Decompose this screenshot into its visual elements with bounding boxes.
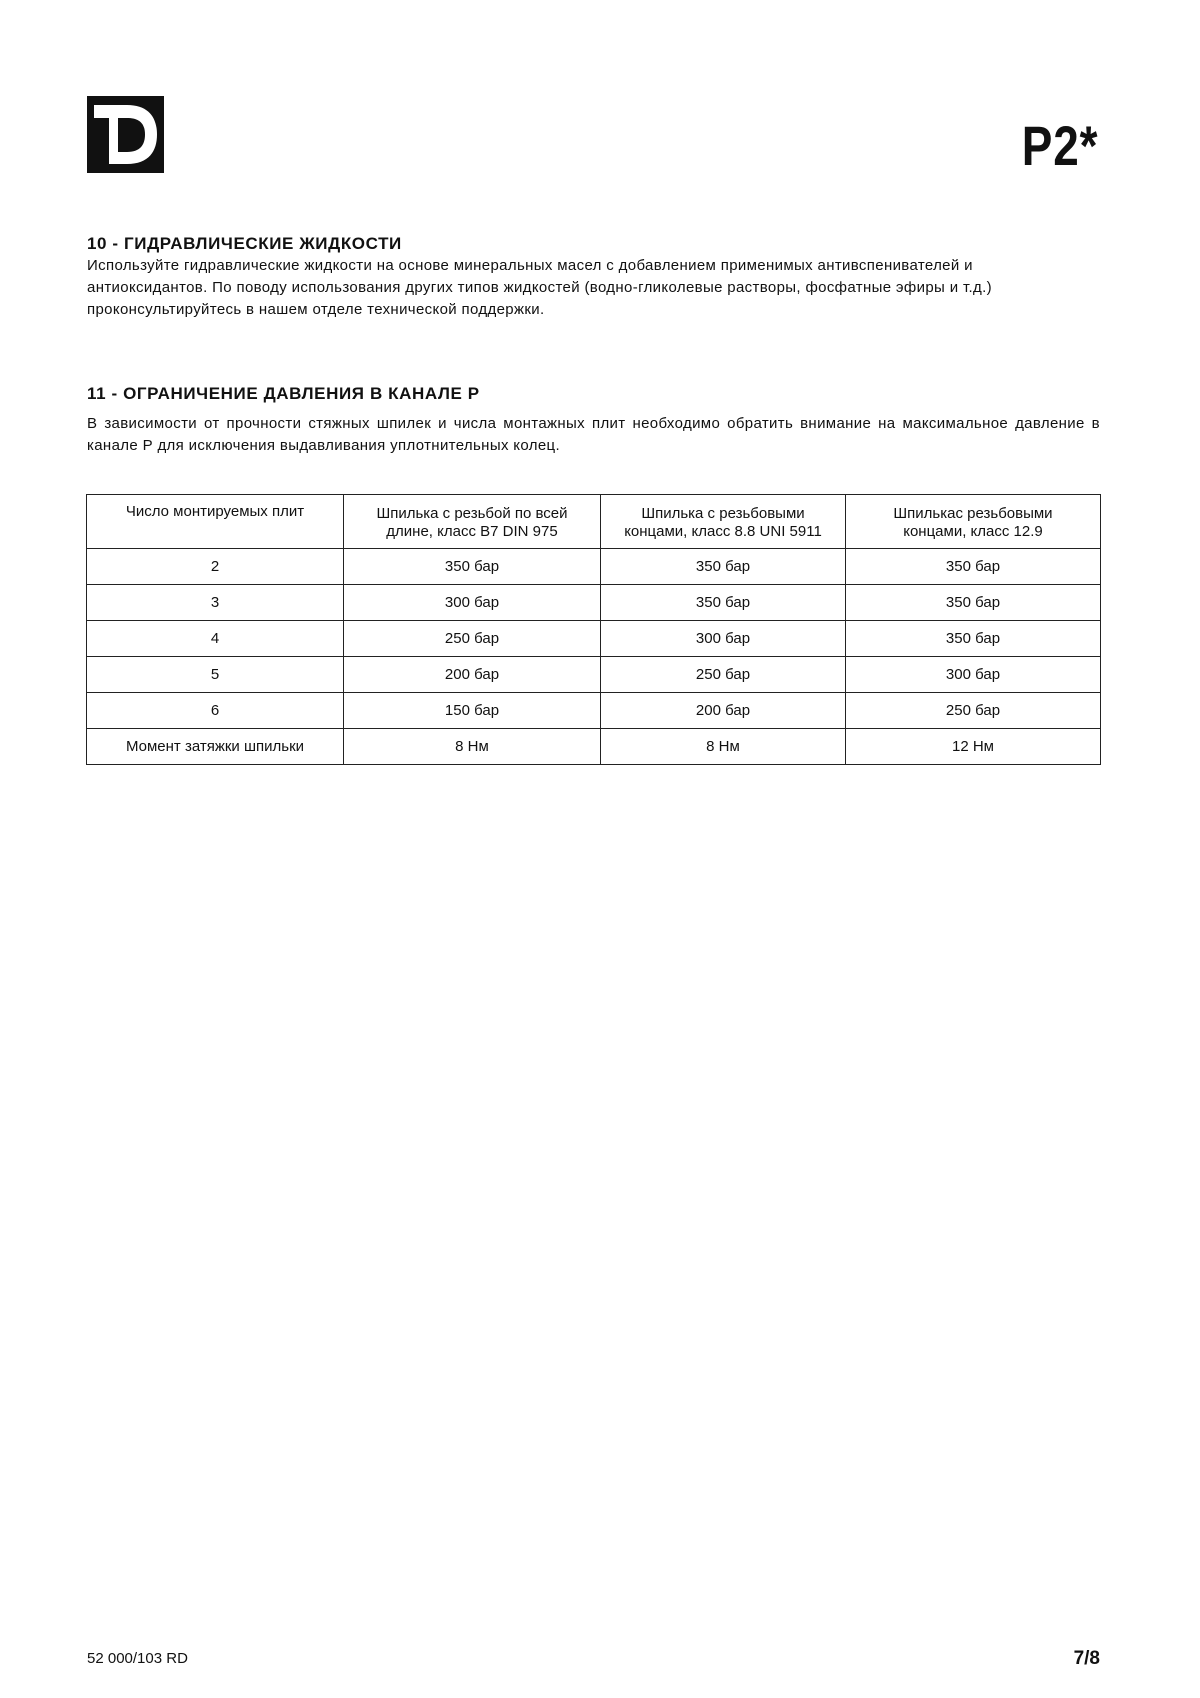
table-cell: 350 бар [344,549,601,585]
paragraph-line: проконсультируйтесь в нашем отделе технической поддержки. [87,301,545,318]
table-cell: 250 бар [344,621,601,657]
table-cell: 12 Нм [846,729,1101,765]
table-cell: 350 бар [846,585,1101,621]
table-row [87,621,1101,657]
table-cell: Момент затяжки шпильки [87,729,344,765]
column-header: Шпилька с резьбой по всей длине, класс B7 DIN 975 [344,495,601,549]
model-code: P2* [1021,114,1098,177]
table-row [87,693,1101,729]
table-cell: 200 бар [601,693,846,729]
pressure-limit-table [86,494,1101,765]
table-cell: 350 бар [846,549,1101,585]
table-cell: 150 бар [344,693,601,729]
section-heading: 11 - ОГРАНИЧЕНИЕ ДАВЛЕНИЯ В КАНАЛЕ Р [87,384,480,403]
table-cell: 350 бар [846,621,1101,657]
table-cell: 8 Нм [344,729,601,765]
paragraph-line: антиоксидантов. По поводу использования других типов жидкостей (водно-гликолевые растворы, фосфатные эфиры и т.д.) [87,279,992,296]
section-heading: 10 - ГИДРАВЛИЧЕСКИЕ ЖИДКОСТИ [87,234,402,253]
paragraph-line: Используйте гидравлические жидкости на основе минеральных масел с добавлением применимых антивспенивателей и [87,257,973,274]
table-cell: 5 [87,657,344,693]
table-cell: 300 бар [344,585,601,621]
table-cell: 350 бар [601,585,846,621]
table-cell: 4 [87,621,344,657]
column-header: Шпилька с резьбовыми концами, класс 8.8 UNI 5911 [601,495,846,549]
table-cell: 250 бар [601,657,846,693]
table-cell: 8 Нм [601,729,846,765]
column-header: Шпилькас резьбовыми концами, класс 12.9 [846,495,1101,549]
table-row [87,549,1101,585]
table-cell: 6 [87,693,344,729]
table-cell: 2 [87,549,344,585]
company-logo [87,96,164,173]
table-cell: 3 [87,585,344,621]
page-number: 7/8 [1073,1648,1100,1669]
table-cell: 200 бар [344,657,601,693]
section-paragraph [87,255,1100,321]
table-row [87,585,1101,621]
table-row [87,657,1101,693]
table-cell: 250 бар [846,693,1101,729]
table-header-row [87,495,1101,549]
column-header: Число монтируемых плит [87,495,344,549]
table-cell: 300 бар [846,657,1101,693]
section-hydraulic-fluids [87,234,1100,321]
section-pressure-limit [87,384,1100,457]
table-row [87,729,1101,765]
document-number: 52 000/103 RD [87,1650,188,1667]
table-cell: 350 бар [601,549,846,585]
section-paragraph: В зависимости от прочности стяжных шпилек и числа монтажных плит необходимо обратить внимание на максимальное давление в канале Р для исключения выдавливания уплотнительных колец. [87,415,1100,454]
table-cell: 300 бар [601,621,846,657]
